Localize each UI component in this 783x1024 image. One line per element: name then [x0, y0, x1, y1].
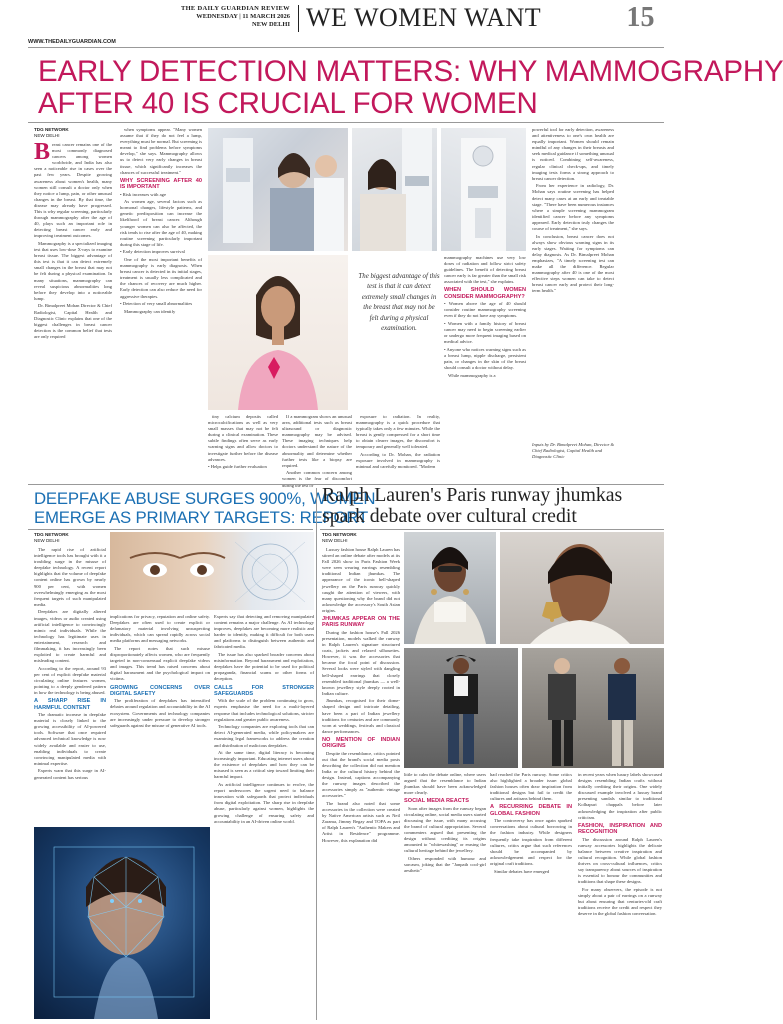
lead-column-6: mammography machines use very low doses of radiation and follow strict safety guidelines. The benefit of detecting breast cancer early is far greater than the small risk associated with the test," she explains. WHEN SHOULD WOMEN CONSIDER MAMMOGRAPHY? • Women above the age of 40 should consider routine mammography screening even if they do not have any symptoms. • Women with a family history of breast cancer may need to begin screening earlier or undergo more frequent imaging based on medical advice. • Anyone who notices warning signs such as a breast lump, nipple discharge, persistent pain, or changes in the skin of the breast should consult a doctor without delay. While mammography is a [444, 255, 526, 378]
mammography-photo-3 [441, 128, 526, 251]
lead-byline: TDG NETWORK NEW DELHI [34, 127, 69, 138]
deepfake-column-1: The rapid rise of artificial intelligence tools has brought with it a troubling surge in the misuse of deepfake technology. A recent report highlights that the volume of deepfake content online has grown by nearly 900 per cent, with women overwhelmingly emerging as the most frequent targets of such manipulated media. Deepfakes are digitally altered images, videos or audio created using artificial intelligence to convincingly mimic real individuals. While the technology has legitimate uses in entertainment, research and filmmaking, it has increasingly been exploited to create harmful and misleading content. According to the report, around 93 per cent of explicit deepfake material circulating online features women, pointing to a deeply gendered pattern in how the technology is being abused. A SHARP RISE IN HARMFUL CONTENT The dramatic increase in deepfake material is closely linked to the growing accessibility of AI-powered tools. Software that once required advanced technical knowledge is now widely available and easier to use, enabling individuals to create convincing manipulated media with minimal expertise. Experts warn that this surge in AI-generated content has serious [34, 547, 106, 780]
deepfake-headline-rule [28, 529, 313, 530]
mammography-photo-2 [352, 128, 437, 251]
deepfake-headline-line-2: EMERGE AS PRIMARY TARGETS: REPORT [34, 508, 369, 527]
ralph-headline-rule [320, 529, 664, 530]
ralph-subhead-fashion-inspiration: FASHION, INSPIRATION AND RECOGNITION [578, 822, 662, 836]
ralph-subhead-jhumkas-appear: JHUMKAS APPEAR ON THE PARIS RUNWAY [322, 616, 400, 629]
deepfake-headline-line-1: DEEPFAKE ABUSE SURGES 900%, WOMEN [34, 489, 376, 508]
masthead-separator [298, 5, 299, 32]
page-number: 15 [626, 2, 655, 33]
woman-pink-ribbon-photo [208, 255, 348, 410]
lead-subhead-why-screening: WHY SCREENING AFTER 40 IS IMPORTANT [120, 177, 202, 191]
deepfake-byline: TDG NETWORK NEW DELHI [34, 532, 69, 543]
website-url: WWW.THEDAILYGUARDIAN.COM [28, 39, 116, 45]
jhumka-closeup-photo [500, 532, 664, 644]
deepfake-subhead-safeguards: CALLS FOR STRONGER SAFEGUARDS [214, 684, 314, 697]
lead-pullquote: The biggest advantage of this test is that it can detect extremely small changes in the breast that may not be felt during a physical examination. [358, 273, 440, 333]
masthead-date: WEDNESDAY | 11 MARCH 2026 [196, 13, 290, 20]
lead-headline-line-1: EARLY DETECTION MATTERS: WHY MAMMOGRAPHY [38, 55, 783, 88]
mammography-photo-1 [208, 128, 348, 251]
runway-photo-2 [522, 648, 664, 768]
lead-subhead-when-should: WHEN SHOULD WOMEN CONSIDER MAMMOGRAPHY? [444, 287, 526, 300]
runway-photo-1 [404, 648, 518, 768]
vertical-divider [316, 488, 317, 1020]
ralph-byline: TDG NETWORK NEW DELHI [322, 532, 357, 543]
lead-column-2: when symptoms appear. "Many women assume that if they do not feel a lump, everything must be normal. But screening is meant to find problems before symptoms develop," she says. Mammography allows us to detect very early changes in breast tissue, which significantly increases the chances of successful treatment." WHY SCREENING AFTER 40 IS IMPORTANT • Risk increases with age As women age, several factors such as hormonal changes, lifestyle patterns, and genetic predisposition can increase the likelihood of breast cancer. Although younger women can also be affected, the risk tends to rise after the age of 40, making routine screening particularly important during this stage of life. • Early detection improves survival One of the most important benefits of mammography is early diagnosis. When breast cancer is detected in its initial stages, treatment is usually less complicated and the chances of recovery are much higher. Early detection can also reduce the need for aggressive therapies. • Detection of very small abnormalities Mammography can identify [120, 127, 202, 314]
ralph-column-4: in recent years when luxury labels showcased designs resembling Indian crafts without initially crediting their origins. One widely discussed example involved a luxury brand presenting sandals similar to traditional Kolhapuri chappals before later acknowledging the inspiration after public criticism. FASHION, INSPIRATION AND RECOGNITION The discussion around Ralph Lauren's runway accessories highlights the delicate balance between creative inspiration and cultural recognition. While global fashion thrives on cross-cultural influences, critics say transparency about sources of inspiration is essential to honour the communities and traditions that shape these designs. For many observers, the episode is not simply about a pair of earrings on a runway but about ensuring that centuries-old craft traditions receive the credit and respect they deserve in the global fashion conversation. [578, 772, 662, 917]
ralph-subhead-social-media: SOCIAL MEDIA REACTS [404, 798, 469, 805]
ralph-subhead-recurring-debate: A RECURRING DEBATE IN GLOBAL FASHION [490, 804, 572, 817]
ralph-column-1: Luxury fashion house Ralph Lauren has stirred an online debate after models at its Fall 2026 show in Paris Fashion Week were seen wearing earrings resembling traditional Indian jhumkas. The appearance of the iconic bell-shaped jewellery on the Paris runway quickly caught the attention of viewers, with many questioning why the brand did not acknowledge the accessory's South Asian origins. JHUMKAS APPEAR ON THE PARIS RUNWAY During the fashion house's Fall 2026 presentation, models walked the runway in Ralph Lauren's signature structured coats, jackets and relaxed silhouettes. However, it was the accessories that became the focal point of discussion. Several looks were styled with dangling bell-shaped earrings that closely resembled traditional jhumkas — a well-known jewellery style deeply rooted in Indian culture. Jhumkas, recognised for their dome-shaped design and intricate detailing, have been a part of Indian jewellery traditions for centuries and are commonly worn at weddings, festivals and classical dance performances. NO MENTION OF INDIAN ORIGINS Despite the resemblance, critics pointed out that the brand's social media posts describing the collection did not mention India or the cultural history behind the design. Instead, captions accompanying the runway images described the accessories simply as "authentic vintage accessories." The brand also noted that some accessories in the collection were created by Native American artists such as Neil Zarama, Jimmy Begay and TOPA as part of Ralph Lauren's "Authentic Makers and Artist in Residence" programme. However, this explanation did [322, 547, 400, 843]
masthead-paper-name: THE DAILY GUARDIAN REVIEW [180, 5, 290, 12]
deepfake-face-scan-photo [34, 827, 210, 1019]
lead-expert-credit: Inputs by Dr. Bimalpreet Mohan, Director & Chief Radiologist, Capital Health and Diagnostic Clinic [532, 442, 615, 460]
deepfake-column-3: Experts say that detecting and removing manipulated content remains a major challenge. As AI technology improves, deepfakes are becoming more realistic and harder to identify, making it difficult for both users and platforms to distinguish between authentic and fabricated media. The issue has also sparked broader concerns about misinformation. Beyond harassment and exploitation, deepfakes have the potential to be used for political propaganda, financial scams or other forms of deception. CALLS FOR STRONGER SAFEGUARDS With the scale of the problem continuing to grow, experts emphasise the need for a multi-layered response that includes technological solutions, stricter regulations and greater public awareness. Technology companies are exploring tools that can detect AI-generated media, while policymakers are examining legal frameworks to address the creation and distribution of malicious deepfakes. At the same time, digital literacy is becoming increasingly important. Educating internet users about the existence of deepfakes and how they can be misused is seen as a critical step toward limiting their harmful impact. As artificial intelligence continues to evolve, the report underscores the urgent need to balance innovation with safeguards that protect individuals from digital exploitation. The sharp rise in deepfake abuse, particularly against women, highlights the growing challenge of ensuring safety and accountability in an AI-driven online world. [214, 614, 314, 824]
lead-column-5: exposure to radiation. In reality, mammography is a quick procedure that typically takes only a few minutes. While the breast is gently compressed for a short time to obtain clearer images, the discomfort is temporary and generally well tolerated. According to Dr. Mohan, the radiation exposure involved in mammography is minimal and carefully monitored. "Modern [356, 414, 440, 470]
deepfake-subhead-sharp-rise: A SHARP RISE IN HARMFUL CONTENT [34, 698, 106, 711]
deepfake-face-photo-top [110, 532, 314, 610]
lead-headline-line-2: AFTER 40 IS CRUCIAL FOR WOMEN [38, 87, 538, 120]
header-rule [28, 47, 664, 48]
masthead-city: NEW DELHI [252, 21, 290, 28]
lead-column-1: Breast cancer remains one of the most commonly diagnosed cancers among women worldwide, and India has also seen a noticeable rise in cases over the past few years. Despite growing awareness about women's health, many women still consult a doctor only when they notice a lump, pain, or other unusual changes in the breast. By that time, the disease may already have progressed. This is why regular screening, particularly through mammography after the age of 40, plays such an important role in detecting breast cancer early and improving treatment outcomes. Mammography is a specialized imaging test that uses low-dose X-rays to examine breast tissue. The biggest advantage of this test is that it can detect extremely small changes in the breast that may not be felt during a physical examination. In many situations, mammography can reveal suspicious abnormalities long before they develop into a noticeable lump. Dr. Bimalpreet Mohan Director & Chief Radiologist, Capital Health and Diagnostic Clinic explains that one of the biggest challenges in breast cancer detection is the common belief that tests are only required [34, 139, 112, 339]
ralph-subhead-no-mention: NO MENTION OF INDIAN ORIGINS [322, 736, 400, 750]
deepfake-subhead-digital-safety: GROWING CONCERNS OVER DIGITAL SAFETY [110, 684, 210, 697]
section-title: WE WOMEN WANT [306, 3, 542, 32]
ralph-column-2: little to calm the debate online, where users argued that the resemblance to Indian jhumkas should have been acknowledged more clearly. SOCIAL MEDIA REACTS Soon after images from the runway began circulating online, social media users started discussing the issue, with many accusing the brand of cultural appropriation. Several commenters argued that presenting the design without crediting its origins amounted to "whitewashing" or erasing the cultural heritage behind the jewellery. Others responded with humour and sarcasm, joking that the "Janpath cool-girl aesthetic" [404, 772, 486, 874]
lead-column-7: powerful tool for early detection, awareness and attentiveness to one's own health are equally important. Women should remain mindful of any changes in their breasts and seek medical guidance if something unusual is noticed. Combining self-awareness, regular clinical check-ups, and timely imaging tests forms a strong approach to breast cancer detection. From her experience in radiology, Dr. Mohan says routine screening has helped detect many cases at an early and treatable stage. "There have been numerous instances where a simple screening mammogram identified cancer before any symptoms appeared. Early detection truly changes the course of treatment," she says. In conclusion, breast cancer does not always show obvious warning signs in its early stages. Waiting for symptoms can delay diagnosis. As Dr. Bimalpreet Mohan emphasizes, "A timely screening test can make all the difference. Regular mammography after 40 is one of the most effective steps women can take to detect breast cancer early and protect their long-term health." [532, 127, 614, 294]
lead-headline-rule [28, 122, 664, 123]
lead-column-3: tiny calcium deposits called microcalcifications as well as very small masses that may not be felt during a clinical examination. These subtle findings often serve as early warning signs and allow doctors to investigate further before the disease advances. • Helps guide further evaluation [208, 414, 278, 470]
ralph-column-3: had reached the Paris runway. Some critics also highlighted a broader issue: global fashion houses often draw inspiration from traditional designs but fail to credit the cultures and artisans behind them. A RECURRING DEBATE IN GLOBAL FASHION The controversy has once again sparked conversations about cultural borrowing in the fashion industry. While designers frequently take inspiration from different cultures, critics argue that such references should be accompanied by acknowledgement and respect for the original craft traditions. Similar debates have emerged [490, 772, 572, 874]
ralph-headline-line-1: Ralph Lauren's Paris runway jhumkas [322, 484, 623, 506]
deepfake-column-2: implications for privacy, reputation and online safety. Deepfakes are often used to create explicit or defamatory material involving unsuspecting individuals, which can spread rapidly across social media platforms and messaging networks. The report notes that such misuse disproportionately affects women, who are frequently targeted in non-consensual explicit deepfake videos and images. This trend has raised concerns about digital harassment and the psychological impact on victims. GROWING CONCERNS OVER DIGITAL SAFETY The proliferation of deepfakes has intensified debates around regulation and accountability in the AI ecosystem. Governments and technology companies are increasingly under pressure to develop stronger safeguards against the misuse of generative AI tools. [110, 614, 210, 728]
lead-column-4: If a mammogram shows an unusual area, additional tests such as breast ultrasound or diagnostic mammography may be advised. These imaging techniques help doctors understand the nature of the abnormality and determine whether further tests like a biopsy are required. Another common concern among women is the fear of discomfort during the test or [282, 414, 352, 488]
lead-dropcap: B [34, 139, 51, 165]
model-portrait-photo [404, 532, 496, 644]
ralph-headline-line-2: spark debate over cultural credit [322, 505, 577, 527]
